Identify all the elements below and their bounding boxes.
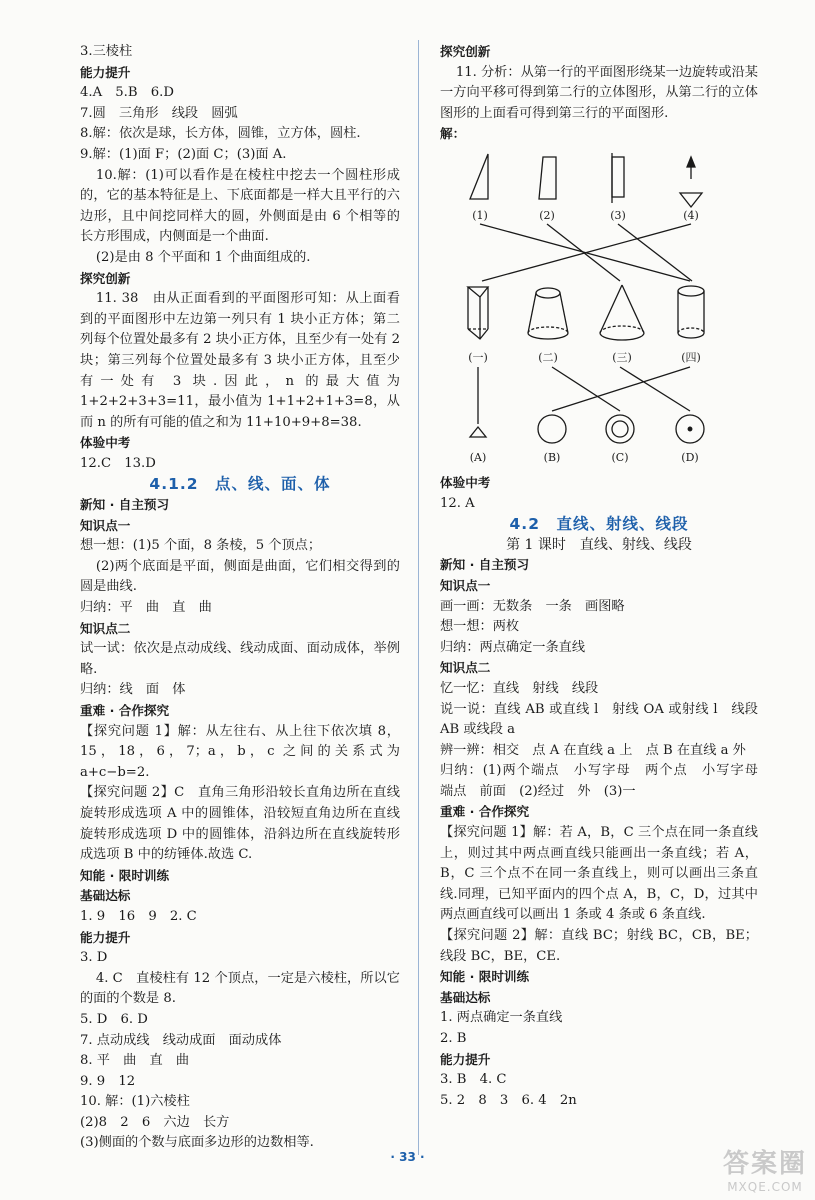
answer-line: 1. 9 16 9 2. C — [80, 908, 197, 924]
heading-label: 知识点二 — [440, 660, 491, 676]
heading-label: 体验中考 — [80, 435, 131, 451]
heading-label: 体验中考 — [440, 474, 491, 490]
answer-line: 【探究问题 2】解：直线 BC；射线 BC，CB，BE；线段 BC，BE，CE. — [440, 928, 758, 964]
answer-line: 想一想：两枚 — [440, 619, 520, 635]
heading-label: 知识点一 — [440, 577, 491, 593]
answer-line: 4. C 直棱柱有 12 个顶点，一定是六棱柱，所以它的面的个数是 8. — [80, 970, 400, 1007]
heading-label: 基础达标 — [80, 888, 131, 904]
page-number: · 33 · — [390, 1150, 425, 1164]
row2-label: (四) — [681, 350, 701, 364]
answer-line: 3. B 4. C — [440, 1072, 507, 1088]
heading-label: 探究创新 — [440, 44, 491, 59]
answer-line: 7. 点动成线 线动成面 面动成体 — [80, 1032, 282, 1048]
right-top-block — [440, 42, 758, 145]
heading-label: 知能 · 限时训练 — [80, 867, 170, 883]
cylinder-solid — [678, 286, 704, 338]
right-column — [440, 42, 772, 1111]
answer-line: 【探究问题 1】解：若 A，B，C 三个点在同一条直线上，则过其中两点画直线只能画出一条直线；若 A，B，C 三个点不在同一条直线上，则可以画出三条直线.同理，已知平面内的四个点 A，B，C，D，过其中两点画直线可以画出 1 条或 4 条或 6 条直线. — [440, 825, 758, 923]
cone-solid — [600, 285, 644, 340]
answer-line: 辨一辨：相交 点 A 在直线 a 上 点 B 在直线 a 外 — [440, 742, 746, 758]
heading-label: 新知 · 自主预习 — [440, 557, 530, 573]
heading-label: 解： — [440, 126, 466, 142]
heading-label: 重难 · 合作探究 — [440, 804, 530, 820]
answer-line: 3.三棱柱 — [80, 44, 133, 59]
answer-line: 1. 两点确定一条直线 — [440, 1010, 563, 1026]
answer-line: 试一试：依次是点动成线、线动成面、面动成体，举例略. — [80, 641, 400, 677]
solids-matching-diagram — [440, 149, 758, 471]
answer-line: 7.圆 三角形 线段 圆弧 — [80, 105, 238, 121]
frustum-solid — [528, 288, 568, 339]
diagram-svg — [440, 149, 758, 471]
answer-line: 12. A — [440, 495, 475, 511]
row3-label: (C) — [611, 450, 629, 464]
row3-label: (B) — [543, 450, 561, 464]
watermark-url: MXQE.COM — [727, 1180, 803, 1194]
answer-line: 11. 分析：从第一行的平面图形绕某一边旋转或沿某一方向平移可得到第二行的立体图形，从第二行的立体图形的上面看可得到第三行的平面图形. — [440, 64, 758, 121]
trapezoid-figure — [539, 157, 556, 199]
answer-line: 归纳：两点确定一条直线 — [440, 639, 586, 655]
circle-dot-shape — [676, 415, 704, 443]
heading-label: 能力提升 — [440, 1051, 491, 1067]
answer-line: 10.解：(1)可以看作是在棱柱中挖去一个圆柱形成的，它的基本特征是上、下底面都是一样大且平行的六边形，且中间挖同样大的圆，外侧面是由 6 个相等的长方形围成，内侧面是一个曲面. — [80, 167, 400, 245]
answer-line: (2)两个底面是平面，侧面是曲面，它们相交得到的圆是曲线. — [80, 558, 400, 595]
answer-line: 【探究问题 1】解：从左往右、从上往下依次填 8，15，18，6，7；a，b，c 之间的关系式为 a+c−b=2. — [80, 723, 400, 780]
left-column — [80, 42, 400, 1154]
ring-shape — [606, 415, 634, 443]
right-triangle-figure — [470, 154, 488, 199]
answer-line: 9.解：(1)面 F；(2)面 C；(3)面 A. — [80, 146, 287, 162]
answer-line: (2)8 2 6 六边 长方 — [80, 1114, 230, 1130]
answer-line: 11. 38 由从正面看到的平面图形可知：从上面看到的平面图形中左边第一列只有 1 块小正方体；第二列每个位置处最多有 2 块小正方体，且至少有一处有 2 块；第三列每个位置处最多有 3 块小正方体，且至少有一处有 3 块.因此，n 的最大值为 1+2+2+3+3=11，最小值为 1+1+2+1+3=8，从而 n 的所有可能的值之和为 11+10+9+8=38. — [80, 291, 400, 430]
row1-label: (1) — [472, 208, 488, 222]
row3-label: (A) — [469, 450, 487, 464]
heading-label: 重难 · 合作探究 — [80, 703, 170, 718]
answer-line: 4.A 5.B 6.D — [80, 85, 174, 101]
answer-line: (2)是由 8 个平面和 1 个曲面组成的. — [95, 249, 311, 265]
connector-lines-lower — [478, 367, 690, 424]
answer-line: (3)侧面的个数与底面多边形的边数相等. — [80, 1135, 314, 1151]
answer-line: 说一说：直线 AB 或直线 l 射线 OA 或射线 l 线段 AB 或线段 a — [440, 701, 758, 738]
heading-label: 知识点一 — [80, 517, 131, 533]
answer-line: 9. 9 12 — [80, 1073, 136, 1089]
lesson-subtitle: 第 1 课时 直线、射线、线段 — [506, 536, 692, 553]
row3-label: (D) — [681, 450, 699, 464]
row1-label: (2) — [539, 208, 555, 222]
answer-line: 归纳：(1)两个端点 小写字母 两个点 小写字母 端点 前面 (2)经过 外 (3)一 — [440, 763, 772, 799]
answer-line: 忆一忆：直线 射线 线段 — [440, 680, 599, 696]
heading-label: 知识点二 — [80, 620, 131, 636]
answer-line: 想一想：(1)5 个面，8 条棱，5 个顶点； — [80, 538, 322, 554]
heading-label: 新知 · 自主预习 — [80, 497, 170, 513]
row2-label: (三) — [612, 350, 632, 364]
answer-line: 画一画：无数条 一条 画图略 — [440, 598, 625, 614]
answer-line: 10. 解：(1)六棱柱 — [80, 1094, 190, 1110]
circle-shape — [538, 415, 566, 443]
answer-line: 5. D 6. D — [80, 1011, 148, 1027]
section-title: 4.2 直线、射线、线段 — [509, 515, 689, 534]
answer-line: 8. 平 曲 直 曲 — [80, 1053, 190, 1069]
watermark-logo — [723, 1143, 807, 1194]
heading-label: 知能 · 限时训练 — [440, 969, 530, 985]
section-title: 4.1.2 点、线、面、体 — [149, 475, 331, 494]
answer-line: 5. 2 8 3 6. 4 2n — [440, 1092, 577, 1108]
heading-label: 能力提升 — [80, 929, 131, 945]
heading-label: 基础达标 — [440, 989, 491, 1005]
triangle-shape — [470, 427, 486, 437]
connector-lines-upper — [480, 224, 692, 281]
row2-label: (一) — [468, 350, 488, 364]
answer-line: 8.解：依次是球，长方体，圆锥，立方体，圆柱. — [80, 126, 361, 142]
row2-label: (二) — [538, 350, 558, 364]
right-bottom-block — [440, 473, 772, 1111]
rectangle-axis-figure — [612, 153, 624, 203]
watermark-title: 答案圈 — [722, 1149, 807, 1179]
row1-label: (4) — [683, 208, 699, 222]
answer-line: 【探究问题 2】C 直角三角形沿较长直角边所在直线旋转形成选项 A 中的圆锥体，沿较短直角边所在直线旋转形成选项 D 中的圆锥体，沿斜边所在直线旋转形成选项 B 中的纺锤体.故选 C. — [80, 785, 400, 863]
triangle-arrow-figure — [680, 157, 702, 207]
heading-label: 能力提升 — [80, 64, 131, 80]
row1-label: (3) — [610, 208, 626, 222]
column-divider — [418, 40, 419, 1155]
triangular-prism-solid — [468, 287, 488, 339]
answer-line: 归纳：平 曲 直 曲 — [80, 600, 212, 616]
answer-line: 3. D — [80, 950, 108, 966]
heading-label: 探究创新 — [80, 270, 131, 286]
answer-line: 归纳：线 面 体 — [80, 682, 186, 698]
answer-line: 2. B — [440, 1031, 467, 1046]
answer-line: 12.C 13.D — [80, 455, 156, 471]
